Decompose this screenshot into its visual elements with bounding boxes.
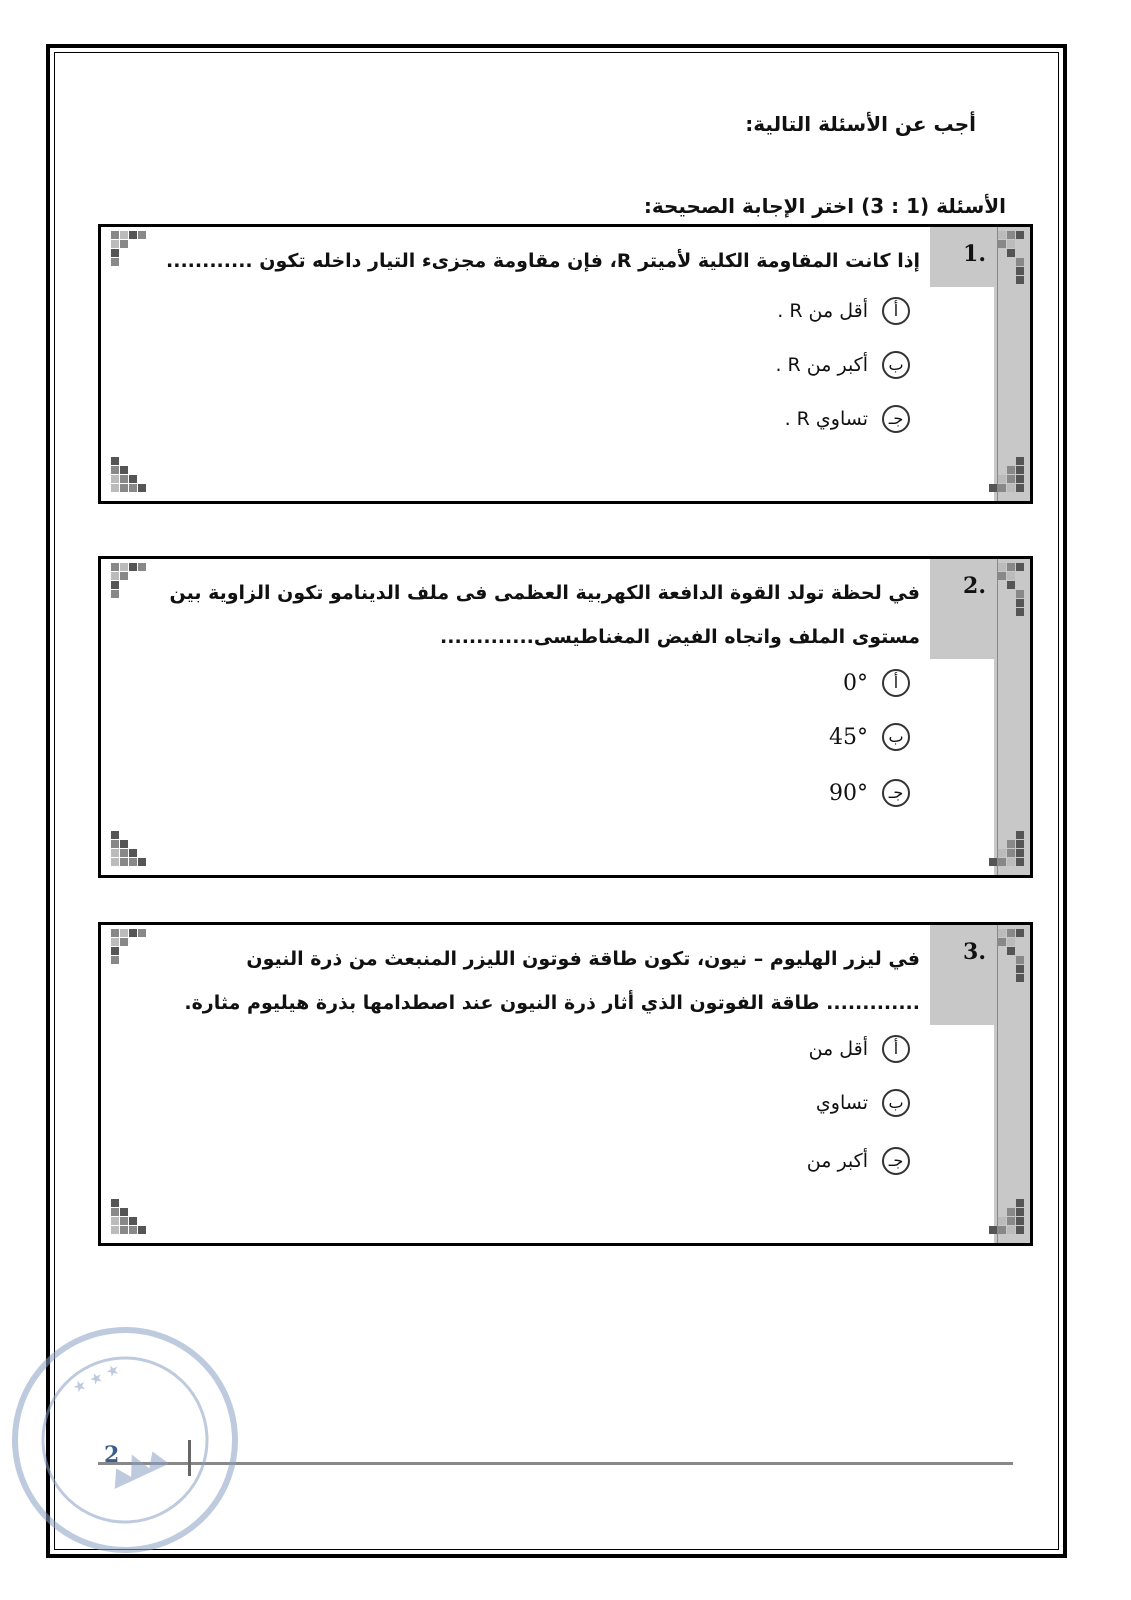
option-mark-circle: جـ [882,779,910,807]
option-mark-circle: أ [882,669,910,697]
option-label: أقل من [808,1038,868,1060]
option-mark-circle: ب [882,1089,910,1117]
question-box-1 [98,224,1033,504]
option-label: تساوي [815,1092,868,1114]
question-number: 1. [963,241,986,267]
option-mark-circle: جـ [882,405,910,433]
question-rail [994,925,1030,1243]
option-c[interactable] [785,405,910,433]
option-label: 0° [843,670,868,696]
question-box-3 [98,922,1033,1246]
option-a[interactable] [809,1035,910,1063]
option-label: أقل من R . [777,300,868,322]
option-a[interactable] [777,297,910,325]
question-box-2 [98,556,1033,878]
question-number: 3. [963,939,986,965]
question-text: في ليزر الهليوم – نيون، تكون طاقة فوتون الليزر المنبعث من ذرة النيون ............. طاقة الفوتون الذي أثار ذرة النيون عند اصطدامها بذرة هيليوم مثارة. [184,948,920,1014]
option-mark-circle: أ [882,1035,910,1063]
option-b[interactable] [775,351,910,379]
option-label: 90° [829,780,868,806]
option-b[interactable] [829,723,910,751]
option-label: 45° [829,724,868,750]
option-c[interactable] [829,779,910,807]
page-number: 2 [104,1442,120,1468]
option-mark-circle: ب [882,351,910,379]
option-mark-circle: ب [882,723,910,751]
section-title: الأسئلة (1 : 3) اختر الإجابة الصحيحة: [643,194,1006,218]
svg-text:★ ★ ★: ★ ★ ★ [69,1359,123,1398]
question-text: في لحظة تولد القوة الدافعة الكهربية العظمى فى ملف الدينامو تكون الزاوية بين مستوى الملف واتجاه الفيض المغناطيسى............. [169,582,920,648]
question-text: إذا كانت المقاومة الكلية لأميتر R، فإن مقاومة مجزىء التيار داخله تكون ............ [166,250,920,272]
option-a[interactable] [843,669,910,697]
option-label: أكبر من R . [775,354,868,376]
watermark-stamp-icon [0,1315,250,1565]
option-c[interactable] [807,1147,910,1175]
option-label: تساوي R . [784,408,868,430]
option-mark-circle: جـ [882,1147,910,1175]
question-rail [994,227,1030,501]
option-mark-circle: أ [882,297,910,325]
option-label: أكبر من [806,1150,868,1172]
question-number: 2. [963,573,986,599]
question-rail [994,559,1030,875]
option-b[interactable] [816,1089,910,1117]
instruction-heading: أجب عن الأسئلة التالية: [745,112,976,136]
